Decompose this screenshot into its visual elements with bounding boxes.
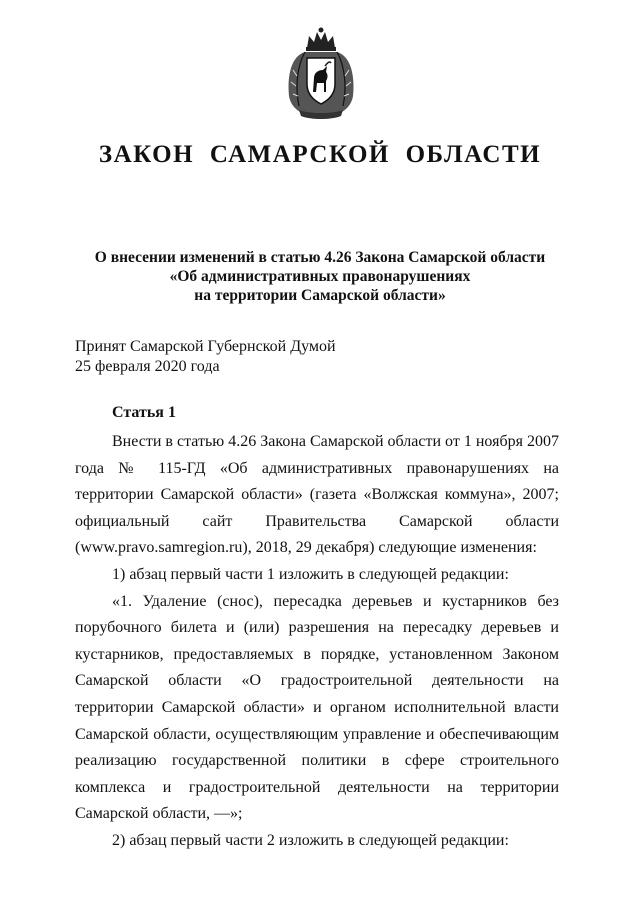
adoption-date: 25 февраля 2020 года (75, 358, 220, 375)
article-heading: Статья 1 (112, 404, 176, 421)
article-paragraph: 1) абзац первый части 1 изложить в следующей редакции: (112, 565, 509, 583)
adoption-note (75, 337, 336, 377)
law-subject-line: на территории Самарской области» (194, 287, 446, 304)
law-subject-line: О внесении изменений в статью 4.26 Закона Самарской области (94, 249, 546, 266)
article-paragraph: 2) абзац первый части 2 изложить в следующей редакции: (112, 831, 509, 849)
adoption-body: Принят Самарской Губернской Думой (75, 338, 336, 355)
law-title: ЗАКОН САМАРСКОЙ ОБЛАСТИ (98, 141, 542, 168)
samara-coat-of-arms-emblem (283, 26, 359, 122)
article-body (75, 429, 559, 855)
article-paragraph: «1. Удаление (снос), пересадка деревьев и кустарников без порубочного билета и (или) разрешения на пересадку деревьев и кустарников, предоставляемых в порядке, установленном Законом Самарской области «О градостроительной деятельности на территории Самарской области» и органом исполнительной власти Самарской области, осуществляющим управление и обеспечивающим реализацию государственной политики в сфере строительного комплекса и градостроительной деятельности на территории Самарской области, —»; (75, 592, 559, 823)
law-subject-line: «Об административных правонарушениях (169, 268, 471, 285)
law-subject (60, 248, 580, 305)
article-paragraph: Внести в статью 4.26 Закона Самарской области от 1 ноября 2007 года № 115-ГД «Об административных правонарушениях на территории Самарской области» (газета «Волжская коммуна», 2007; официальный сайт Правительства Самарской области (www.pravo.samregion.ru), 2018, 29 декабря) следующие изменения: (75, 433, 559, 557)
